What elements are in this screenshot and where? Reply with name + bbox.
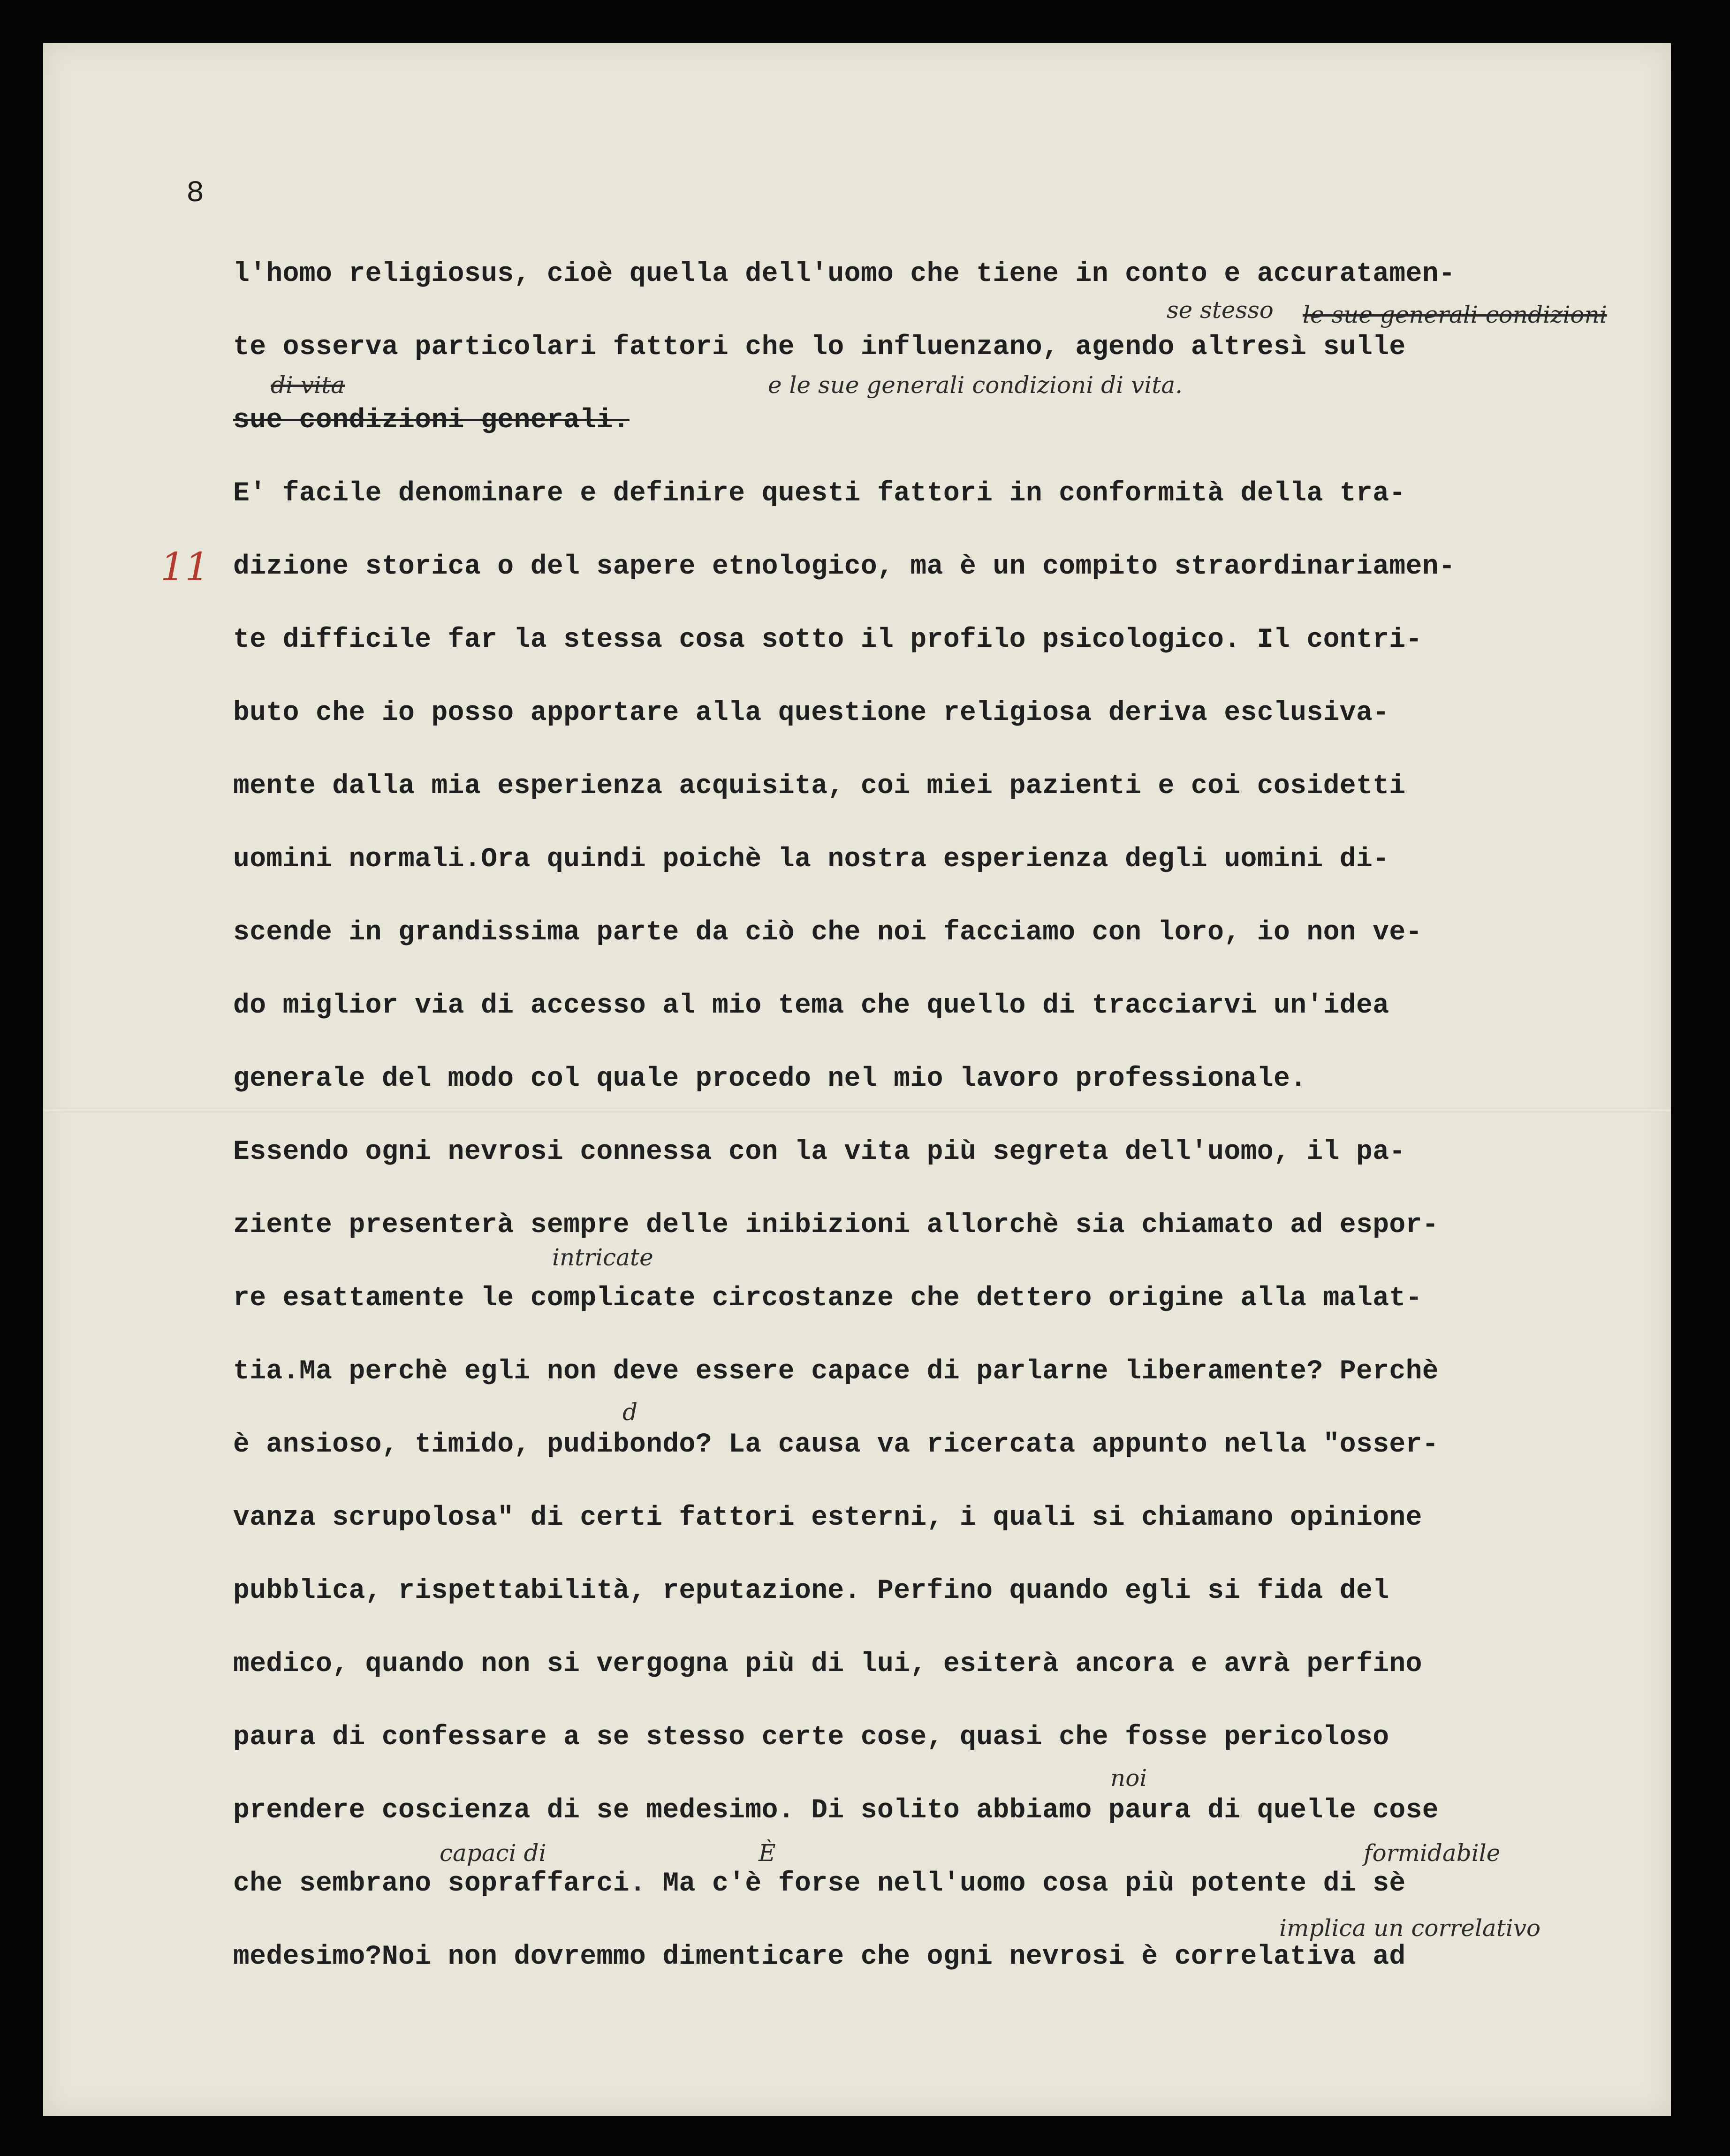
text-line: buto che io posso apportare alla questione religiosa deriva esclusiva- [233,698,1389,728]
text-line: prendere coscienza di se medesimo. Di solito abbiamo paura di quelle cose [233,1795,1439,1826]
handwritten-annotation-struck: le sue generali condizioni [1303,301,1607,328]
text-line: medesimo?Noi non dovremmo dimenticare che ogni nevrosi è correlativa ad [233,1942,1406,1972]
text-line: pubblica, rispettabilità, reputazione. Perfino quando egli si fida del [233,1576,1389,1606]
text-line: dizione storica o del sapere etnologico, ma è un compito straordinariamen- [233,552,1456,582]
text-line: ziente presenterà sempre delle inibizioni allorchè sia chiamato ad espor- [233,1210,1439,1241]
handwritten-annotation: formidabile [1364,1839,1501,1867]
text-line: E' facile denominare e definire questi fattori in conformità della tra- [233,478,1406,509]
handwritten-annotation: capaci di [440,1839,546,1867]
handwritten-annotation: d [622,1399,638,1426]
text-line: do miglior via di accesso al mio tema che quello di tracciarvi un'idea [233,991,1389,1021]
handwritten-annotation: intricate [552,1244,653,1271]
text-line: tia.Ma perchè egli non deve essere capace di parlarne liberamente? Perchè [233,1356,1439,1387]
text-line: re esattamente le complicate circostanze che dettero origine alla malat- [233,1283,1422,1314]
handwritten-annotation: È [759,1839,776,1867]
page-fold [43,1108,1671,1112]
text-line: Essendo ogni nevrosi connessa con la vita più segreta dell'uomo, il pa- [233,1137,1406,1167]
text-line: mente dalla mia esperienza acquisita, coi miei pazienti e coi cosidetti [233,771,1406,802]
text-line: è ansioso, timido, pudibondo? La causa va ricercata appunto nella "osser- [233,1430,1439,1460]
text-line: uomini normali.Ora quindi poichè la nostra esperienza degli uomini di- [233,844,1389,875]
text-line: vanza scrupolosa" di certi fattori esterni, i quali si chiamano opinione [233,1503,1422,1533]
handwritten-annotation: noi [1110,1764,1147,1792]
text-line: generale del modo col quale procedo nel mio lavoro professionale. [233,1064,1307,1094]
text-line: scende in grandissima parte da ciò che noi facciamo con loro, io non ve- [233,917,1422,948]
text-line-struck: sue condizioni generali. [233,405,630,436]
text-line: l'homo religiosus, cioè quella dell'uomo che tiene in conto e accuratamen- [233,259,1456,289]
handwritten-annotation: se stesso [1167,296,1274,324]
margin-note: 11 [160,545,210,590]
text-line: te osserva particolari fattori che lo influenzano, agendo altresì sulle [233,332,1406,363]
document-page [43,43,1671,2116]
text-line: medico, quando non si vergogna più di lui, esiterà ancora e avrà perfino [233,1649,1422,1679]
handwritten-annotation: e le sue generali condizioni di vita. [768,371,1183,399]
page-number: 8 [186,177,205,211]
text-line: paura di confessare a se stesso certe cose, quasi che fosse pericoloso [233,1722,1389,1753]
text-line: che sembrano sopraffarci. Ma c'è forse nell'uomo cosa più potente di sè [233,1869,1406,1899]
handwritten-annotation: implica un correlativo [1279,1914,1541,1942]
text-line: te difficile far la stessa cosa sotto il profilo psicologico. Il contri- [233,625,1422,655]
handwritten-annotation-struck: di vita [271,371,345,399]
